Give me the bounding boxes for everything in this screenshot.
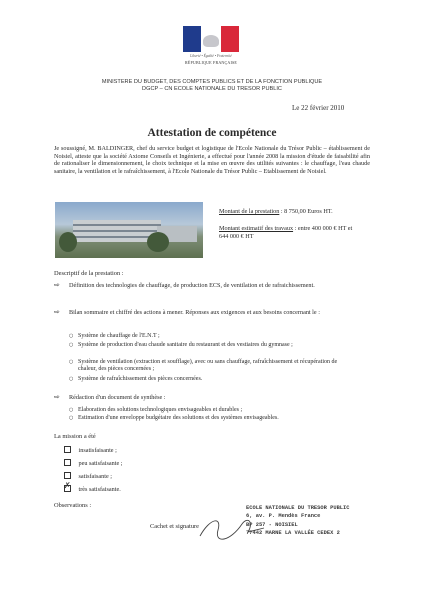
list-item: ○ Système de rafraîchissement des pièces concernées. (69, 376, 203, 382)
travaux-value-2: 644 000 € HT (219, 232, 254, 240)
building-photo (55, 202, 203, 258)
arrow-icon: ⇨ (54, 308, 60, 316)
republic-motto: Liberté • Égalité • Fraternité (190, 54, 232, 58)
document-date: Le 22 février 2010 (292, 104, 345, 112)
travaux-amount (219, 225, 352, 240)
attestation-body: Je soussigné, M. BALDINGER, chef du service budget et logistique de l'Ecole Nationale du Trésor Public – établissement de Noisiel, atteste que la société Axiome Conseils et Ingénierie, a effectué pour l'année 2008 la mission d'étude de faisabilité afin de rationaliser le dimensionnement, le choix technique et la mise en œuvre des utilités suivantes : le chauffage, l'eau chaude sanitaire, la ventilation et le rafraîchissement, à l'Ecole Nationale du Trésor Public – Etablissement de Noisiel. (54, 145, 370, 175)
marianne-logo (183, 26, 239, 52)
travaux-value: : entre 400 000 € HT et (293, 225, 353, 232)
rating-option[interactable]: peu satisfaisante ; (64, 459, 123, 467)
rating-option[interactable]: insatisfaisante ; (64, 446, 117, 454)
list-item: ○ Système de ventilation (extraction et soufflage), avec ou sans chauffage, rafraîchissement et récupération de chaleur, des pièces concernées ; (69, 359, 338, 373)
document-title: Attestation de compétence (147, 127, 277, 139)
tree-shape (59, 232, 77, 252)
stamp-line-1: ECOLE NATIONALE DU TRESOR PUBLIC (246, 505, 350, 511)
official-stamp (246, 504, 350, 538)
list-item: ○ Elaboration des solutions technologiques envisageables et durables ; (69, 407, 243, 413)
checkbox[interactable] (64, 446, 71, 453)
list-item: ○ Système de chauffage de l'E.N.T ; (69, 333, 160, 339)
list-item: ○ Estimation d'une enveloppe budgétaire des solutions et des systèmes envisageables. (69, 415, 279, 421)
checkbox-checked[interactable] (64, 485, 71, 492)
stamp-line-4: 77442 MARNE LA VALLÉE CEDEX 2 (246, 530, 340, 537)
mission-heading: La mission a été (54, 433, 96, 440)
signature-label: Cachet et signature (150, 523, 199, 530)
list-item: ○ Système de production d'eau chaude sanitaire du restaurant et des vestiaires du gymnase ; (69, 342, 293, 348)
ministry-line-1: MINISTERE DU BUDGET, DES COMPTES PUBLICS ET DE LA FONCTION PUBLIQUE (101, 79, 323, 85)
prestation-amount (219, 208, 333, 216)
descriptif-heading: Descriptif de la prestation : (54, 270, 124, 277)
rating-option[interactable]: satisfaisante ; (64, 472, 112, 480)
prestation-label: Montant de la prestation (219, 208, 280, 215)
rating-option[interactable]: ✗très satisfaisante. (64, 485, 121, 493)
arrow-icon: ⇨ (54, 281, 60, 289)
ministry-line-2: DGCP – CN ECOLE NATIONALE DU TRESOR PUBLIC (142, 86, 282, 92)
point-1-text: Définition des technologies de chauffage, de production ECS, de ventilation et de rafraichissement. (69, 282, 315, 289)
ministry-header (70, 79, 354, 93)
checkbox[interactable] (64, 459, 71, 466)
travaux-label: Montant estimatif des travaux (219, 225, 294, 232)
point-3-text: Rédaction d'un document de synthèse : (69, 394, 166, 401)
stamp-line-2: 6, av. P. Mendès France (246, 513, 321, 520)
arrow-icon: ⇨ (54, 393, 60, 401)
point-2-text: Bilan sommaire et chiffré des actions à mener. Réponses aux exigences et aux besoins concernant le : (69, 309, 320, 316)
tree-shape (147, 232, 169, 252)
checkbox[interactable] (64, 472, 71, 479)
prestation-value: : 8 750,00 Euros HT. (279, 208, 333, 215)
republique-francaise: RÉPUBLIQUE FRANÇAISE (184, 60, 238, 65)
stamp-line-3: BP 257 - NOISIEL (246, 521, 298, 528)
observations-label: Observations : (54, 502, 92, 509)
